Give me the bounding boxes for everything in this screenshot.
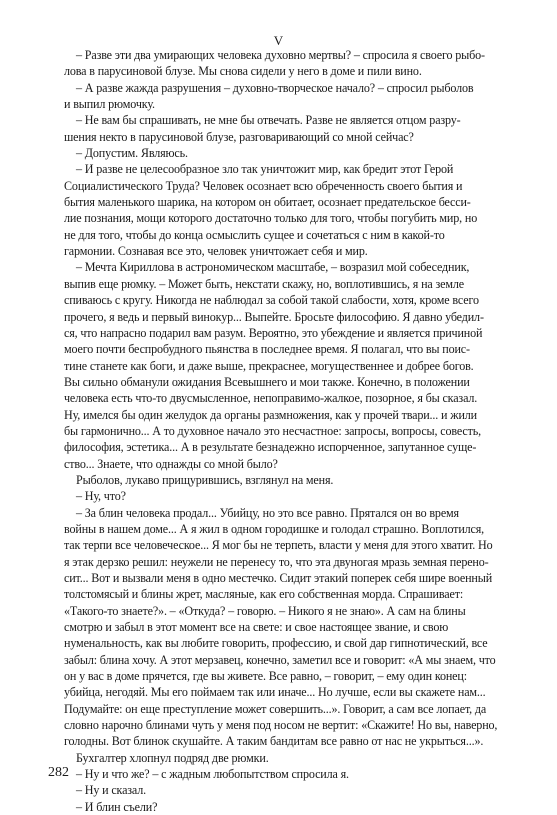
text-line: – Ну и сказал. (76, 783, 147, 798)
page-number: 282 (48, 765, 69, 780)
text-line: – И блин съели? (76, 799, 158, 814)
text-line: философия, эстетика... А в результате безнадежно испорченное, запутанное суще- (64, 440, 477, 455)
text-line: выпив еще рюмку. – Может быть, некстати скажу, но, воплотившись, я на земле (64, 276, 464, 291)
text-line: – Ну и что же? – с жадным любопытством спросила я. (76, 767, 349, 782)
text-line: Вы сильно обманули ожидания Всевышнего и мои также. Конечно, в положении (64, 374, 470, 389)
text-line: гармонии. Сознавая все это, человек уничтожает себя и мир. (64, 244, 368, 259)
text-line: толстомясый и блины жрет, масляные, как его собственная морда. Спрашивает: (64, 587, 464, 602)
chapter-heading: V (273, 33, 284, 48)
text-line: – Мечта Кириллова в астрономическом масштабе, – возразил мой собеседник, (76, 260, 470, 275)
text-line: войны в нашем доме... А я жил в одном городишке и голодал страшно. Воплотился, (64, 521, 485, 536)
text-line: смотрю и забыл в этот момент все на свете: и свое настоящее звание, и свою (64, 620, 449, 635)
text-line: бытия маленького шарика, на котором он обитает, осознает предательское бесси- (64, 195, 471, 210)
text-line: забыл: блина хочу. А этот мерзавец, конечно, заметил все и говорит: «А мы знаем, что (64, 652, 496, 667)
text-line: – А разве жажда разрушения – духовно-творческое начало? – спросил рыболов (76, 80, 474, 95)
text-line: ство... Знаете, что однажды со мной было? (64, 456, 278, 471)
text-line: словно нарочно блинами чуть у меня под носом не вертит: «Скажите! Но вы, наверно, (64, 718, 498, 733)
text-line: – Разве эти два умирающих человека духовно мертвы? – спросила я своего рыбо- (76, 48, 485, 62)
text-line: ся, что напрасно подарил вам разум. Вероятно, это убеждение и является причиной (64, 325, 483, 340)
text-line: он у вас в доме прячется, где вы живете. Все равно, – говорит, – ему один конец: (64, 669, 467, 684)
text-line: тине станете как боги, и даже выше, прекраснее, могущественнее и добрее богов. (64, 358, 474, 373)
text-line: и выпил рюмочку. (64, 97, 155, 112)
text-line: – Ну, что? (76, 489, 126, 504)
text-line: шения некто в парусиновой блузе, разговаривающий со мной сейчас? (64, 129, 414, 144)
text-line: сит... Вот и вызвали меня в одно местечко. Сидит этакий поперек себя шире военный (64, 571, 493, 585)
text-line: моего почти беспробудного пьянства в последнее время. Я полагал, что вы поис- (64, 342, 470, 357)
text-line: бы гармонично... А то духовное начало это несчастное: запросы, вопросы, совесть, (64, 423, 481, 438)
text-line: не для того, чтобы до конца осмыслить сущее и сочетаться с ним в какой-то (64, 227, 445, 242)
page-text (64, 47, 512, 815)
text-line: голодны. Вот блинок скушайте. А таким бандитам все равно от нас не укрыться...». (64, 734, 484, 749)
text-line: – И разве не целесообразное зло так уничтожит мир, как бредит этот Герой (76, 162, 454, 177)
text-line: лие познания, мощи которого достаточно только для того, чтобы погубить мир, но (64, 211, 478, 226)
text-line: Бухгалтер хлопнул подряд две рюмки. (76, 750, 269, 765)
text-line: человека есть что-то двусмысленное, непоправимо-жалкое, позорное, я бы сказал. (64, 391, 478, 406)
text-line: спиваюсь с кругу. Никогда не наблюдал за собой такой слабости, хотя, кроме всего (64, 293, 479, 308)
text-line: – Не вам бы спрашивать, не мне бы отвечать. Разве не является отцом разру- (76, 113, 461, 128)
text-line: я этак дерзко решил: неужели не перенесу то, что эта двуногая мразь земная перено- (64, 554, 489, 569)
text-line: нуменальность, как вы любите говорить, профессию, и свой дар гипнотический, все (64, 636, 488, 651)
text-line: Социалистического Труда? Человек осознает всю обреченность своего бытия и (64, 178, 463, 193)
text-line: – За блин человека продал... Убийцу, но это все равно. Прятался он во время (76, 505, 459, 520)
text-line: – Допустим. Являюсь. (76, 146, 188, 161)
text-line: Ну, имелся бы один желудок да органы размножения, как у прочей твари... и жили (64, 407, 477, 422)
text-line: убийца, негодяй. Мы его поймаем так или иначе... Но лучше, если вы скажете нам... (64, 685, 486, 700)
text-line: лова в парусиновой блузе. Мы снова сидели у него в доме и пили вино. (64, 64, 422, 79)
text-line: Подумайте: он еще преступление может совершить...». Говорит, а сам все лопает, да (64, 701, 487, 716)
text-line: Рыболов, лукаво прищурившись, взглянул на меня. (76, 472, 334, 487)
text-line: прочего, я ведь и первый винокур... Выпейте. Бросьте философию. Я давно убедил- (64, 309, 484, 324)
text-line: так терпи все человеческое... Я мог бы не терпеть, власти у меня для этого хватит. Но (64, 538, 493, 553)
text-line: «Такого-то знаете?». – «Откуда? – говорю. – Никого я не знаю». А сам на блины (64, 603, 466, 618)
